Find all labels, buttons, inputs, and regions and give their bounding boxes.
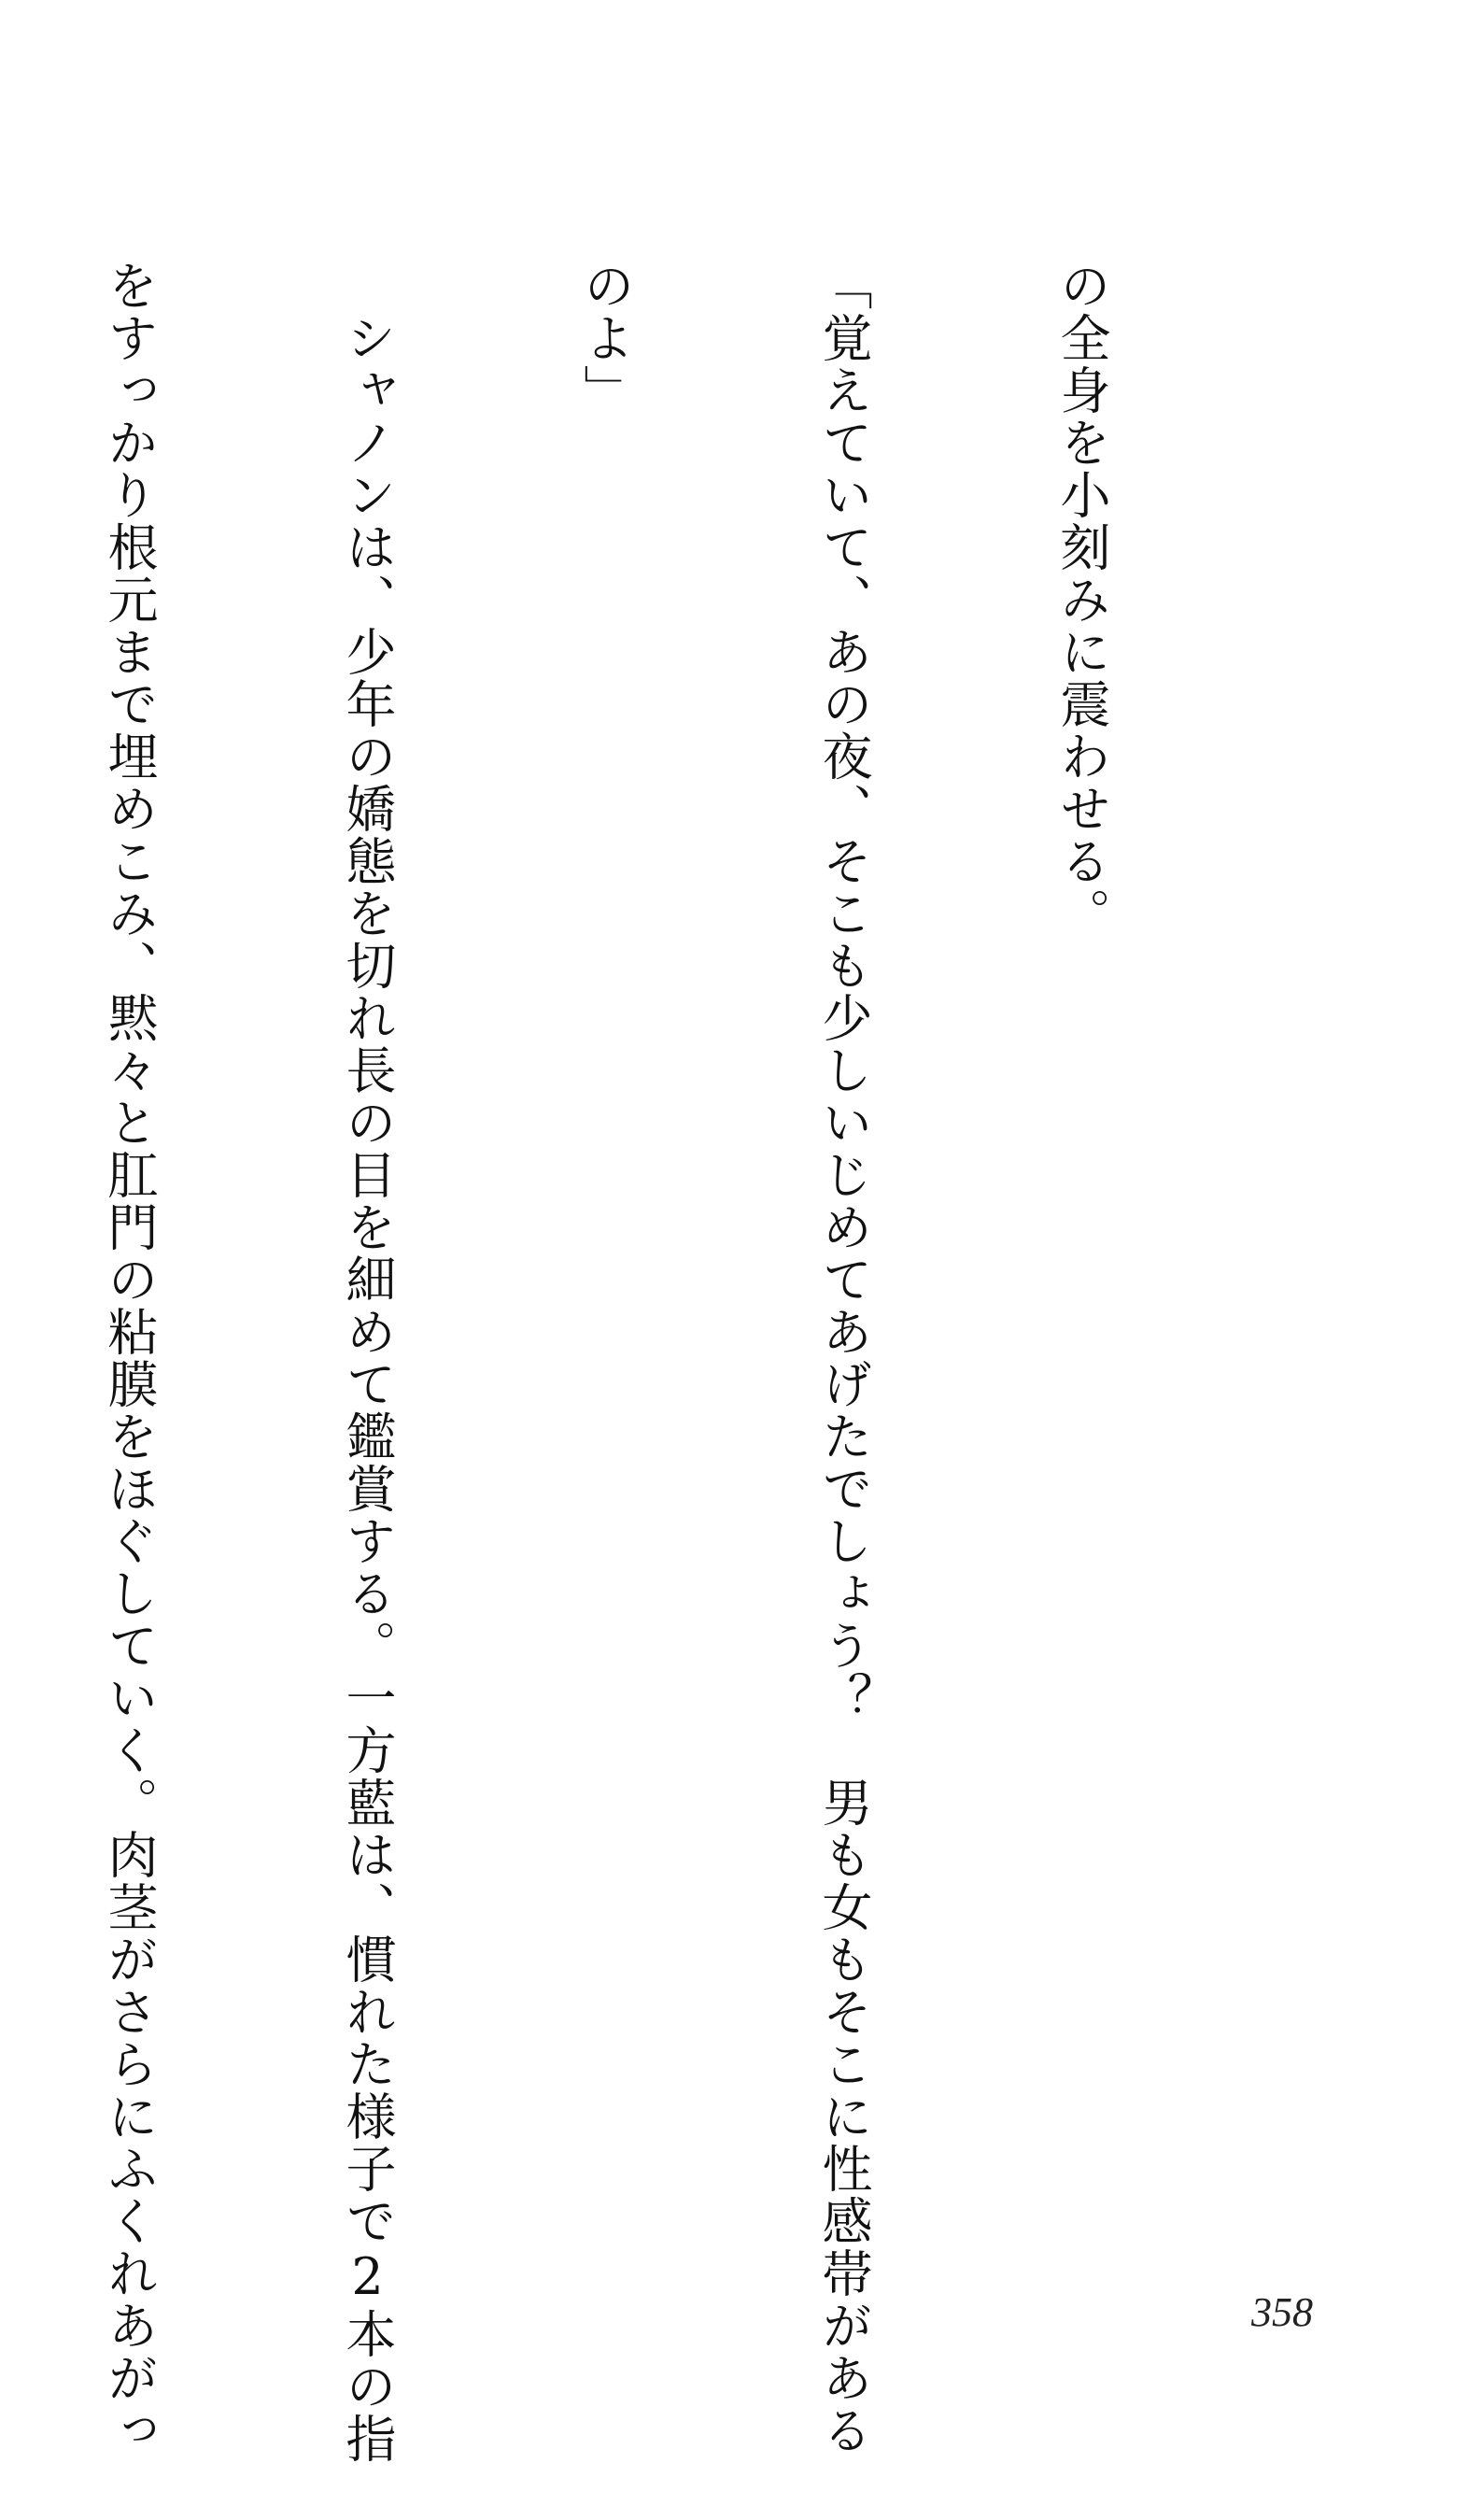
vertical-text-body (0, 260, 1280, 2465)
text-line-1: の全身を小刻みに震わせる。 (1052, 260, 1111, 940)
text-line-5: をすっかり根元まで埋めこみ、黙々と肛門の粘膜をほぐしていく。肉茎がさらにふくれあがっ (100, 260, 159, 2456)
page-number: 358 (1251, 2289, 1313, 2335)
text-line-2-b: 男も女もそこに性感帯がある (814, 1724, 873, 2456)
text-line-3: のよ」 (576, 260, 635, 417)
text-line-2 (804, 260, 883, 2456)
text-line-2-a: 「覚えていて、あの夜、そこも少しいじめてあげたでしょう？ (814, 260, 873, 1724)
text-line-4: シャノンは、少年の嬌態を切れ長の目を細めて鑑賞する。一方藍は、慣れた様子で2本の指 (338, 260, 397, 2465)
